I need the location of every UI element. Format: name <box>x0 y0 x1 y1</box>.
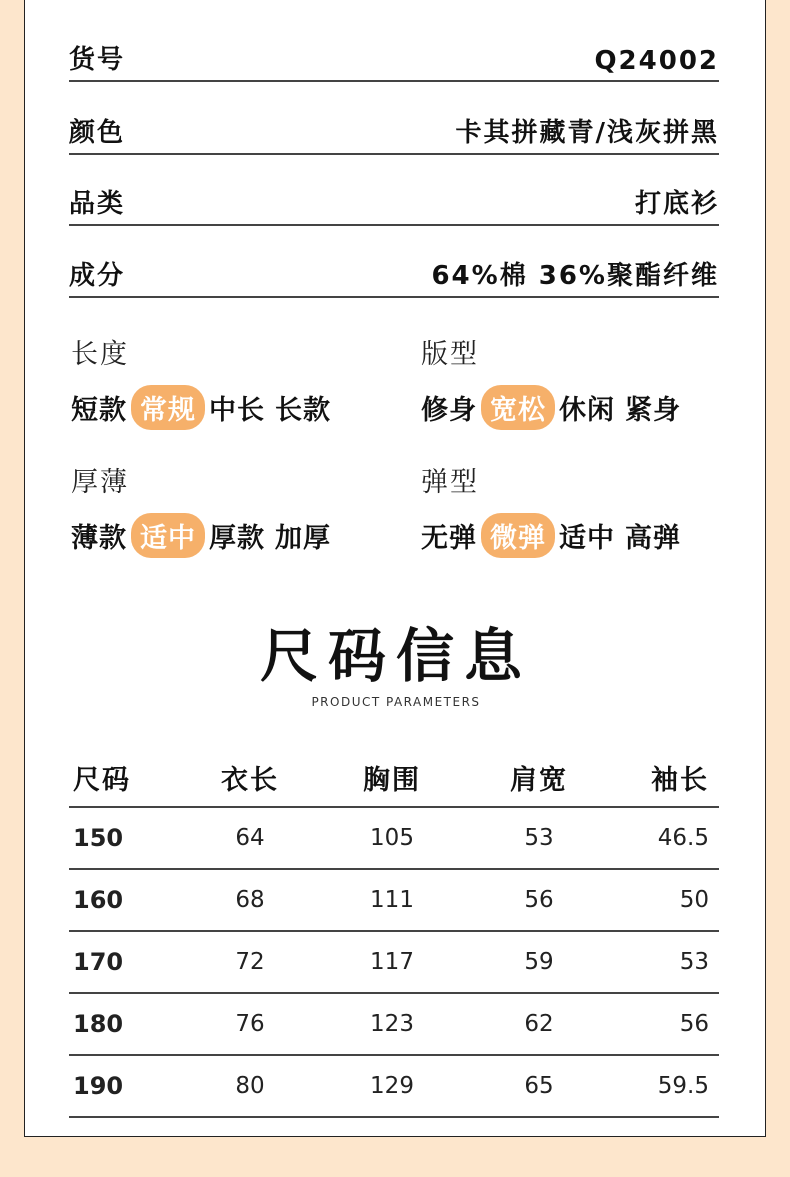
info-label: 货号 <box>69 45 126 75</box>
table-cell: 190 <box>69 1055 184 1117</box>
table-cell: 59 <box>468 931 610 993</box>
info-value: 64%棉 36%聚酯纤维 <box>431 261 719 291</box>
table-row <box>69 1055 719 1117</box>
attr-option: 宽松 <box>481 385 555 430</box>
attr-option: 薄款 <box>71 523 127 554</box>
attr-option: 常规 <box>131 385 205 430</box>
table-cell: 76 <box>184 993 316 1055</box>
info-label: 颜色 <box>69 118 126 148</box>
attr-title: 版型 <box>421 339 479 370</box>
info-row-composition <box>69 246 719 298</box>
table-cell: 56 <box>610 993 719 1055</box>
column-header: 尺码 <box>69 748 184 807</box>
table-cell: 129 <box>316 1055 468 1117</box>
size-section-title: 尺码信息 <box>254 625 538 689</box>
attr-fit <box>421 332 741 430</box>
info-label: 品类 <box>69 189 126 219</box>
column-header: 肩宽 <box>468 748 610 807</box>
column-header: 胸围 <box>316 748 468 807</box>
info-value: 打底衫 <box>634 189 719 219</box>
attr-option: 微弹 <box>481 513 555 558</box>
attr-option: 长款 <box>275 395 331 426</box>
table-cell: 53 <box>610 931 719 993</box>
info-label: 成分 <box>69 261 126 291</box>
size-table-header <box>69 748 719 807</box>
attr-options <box>421 385 741 430</box>
table-cell: 68 <box>184 869 316 931</box>
table-row <box>69 807 719 869</box>
attr-option: 紧身 <box>625 395 681 426</box>
attr-option: 修身 <box>421 395 477 426</box>
table-cell: 53 <box>468 807 610 869</box>
attr-title: 弹型 <box>421 467 479 498</box>
table-cell: 105 <box>316 807 468 869</box>
table-cell: 160 <box>69 869 184 931</box>
table-cell: 56 <box>468 869 610 931</box>
attr-options <box>71 513 391 558</box>
attr-option: 短款 <box>71 395 127 426</box>
info-value: Q24002 <box>594 46 719 76</box>
table-cell: 180 <box>69 993 184 1055</box>
attr-thickness <box>71 460 391 558</box>
attr-options <box>71 385 391 430</box>
size-section-heading <box>25 622 767 709</box>
table-cell: 72 <box>184 931 316 993</box>
table-cell: 123 <box>316 993 468 1055</box>
info-row-item-no <box>69 30 719 82</box>
table-cell: 62 <box>468 993 610 1055</box>
attr-option: 无弹 <box>421 523 477 554</box>
table-cell: 111 <box>316 869 468 931</box>
table-cell: 50 <box>610 869 719 931</box>
column-header: 衣长 <box>184 748 316 807</box>
attr-options <box>421 513 741 558</box>
column-header: 袖长 <box>610 748 719 807</box>
attr-option: 中长 <box>209 395 265 426</box>
attr-option: 高弹 <box>625 523 681 554</box>
table-row <box>69 931 719 993</box>
info-value: 卡其拼藏青/浅灰拼黑 <box>455 118 719 148</box>
size-table <box>69 748 719 1118</box>
size-section-subtitle: PRODUCT PARAMETERS <box>311 694 481 709</box>
table-cell: 64 <box>184 807 316 869</box>
attr-option: 休闲 <box>559 395 615 426</box>
attr-option: 厚款 <box>209 523 265 554</box>
attr-elasticity <box>421 460 741 558</box>
product-card <box>24 0 766 1137</box>
table-row <box>69 993 719 1055</box>
attr-title: 厚薄 <box>71 467 129 498</box>
attr-option: 适中 <box>559 523 615 554</box>
table-cell: 65 <box>468 1055 610 1117</box>
attr-option: 加厚 <box>275 523 331 554</box>
info-row-category <box>69 174 719 226</box>
attr-title: 长度 <box>71 339 129 370</box>
table-cell: 170 <box>69 931 184 993</box>
table-cell: 80 <box>184 1055 316 1117</box>
attr-option: 适中 <box>131 513 205 558</box>
attr-length <box>71 332 391 430</box>
info-row-color <box>69 103 719 155</box>
table-cell: 117 <box>316 931 468 993</box>
table-cell: 46.5 <box>610 807 719 869</box>
table-cell: 59.5 <box>610 1055 719 1117</box>
table-cell: 150 <box>69 807 184 869</box>
table-row <box>69 869 719 931</box>
